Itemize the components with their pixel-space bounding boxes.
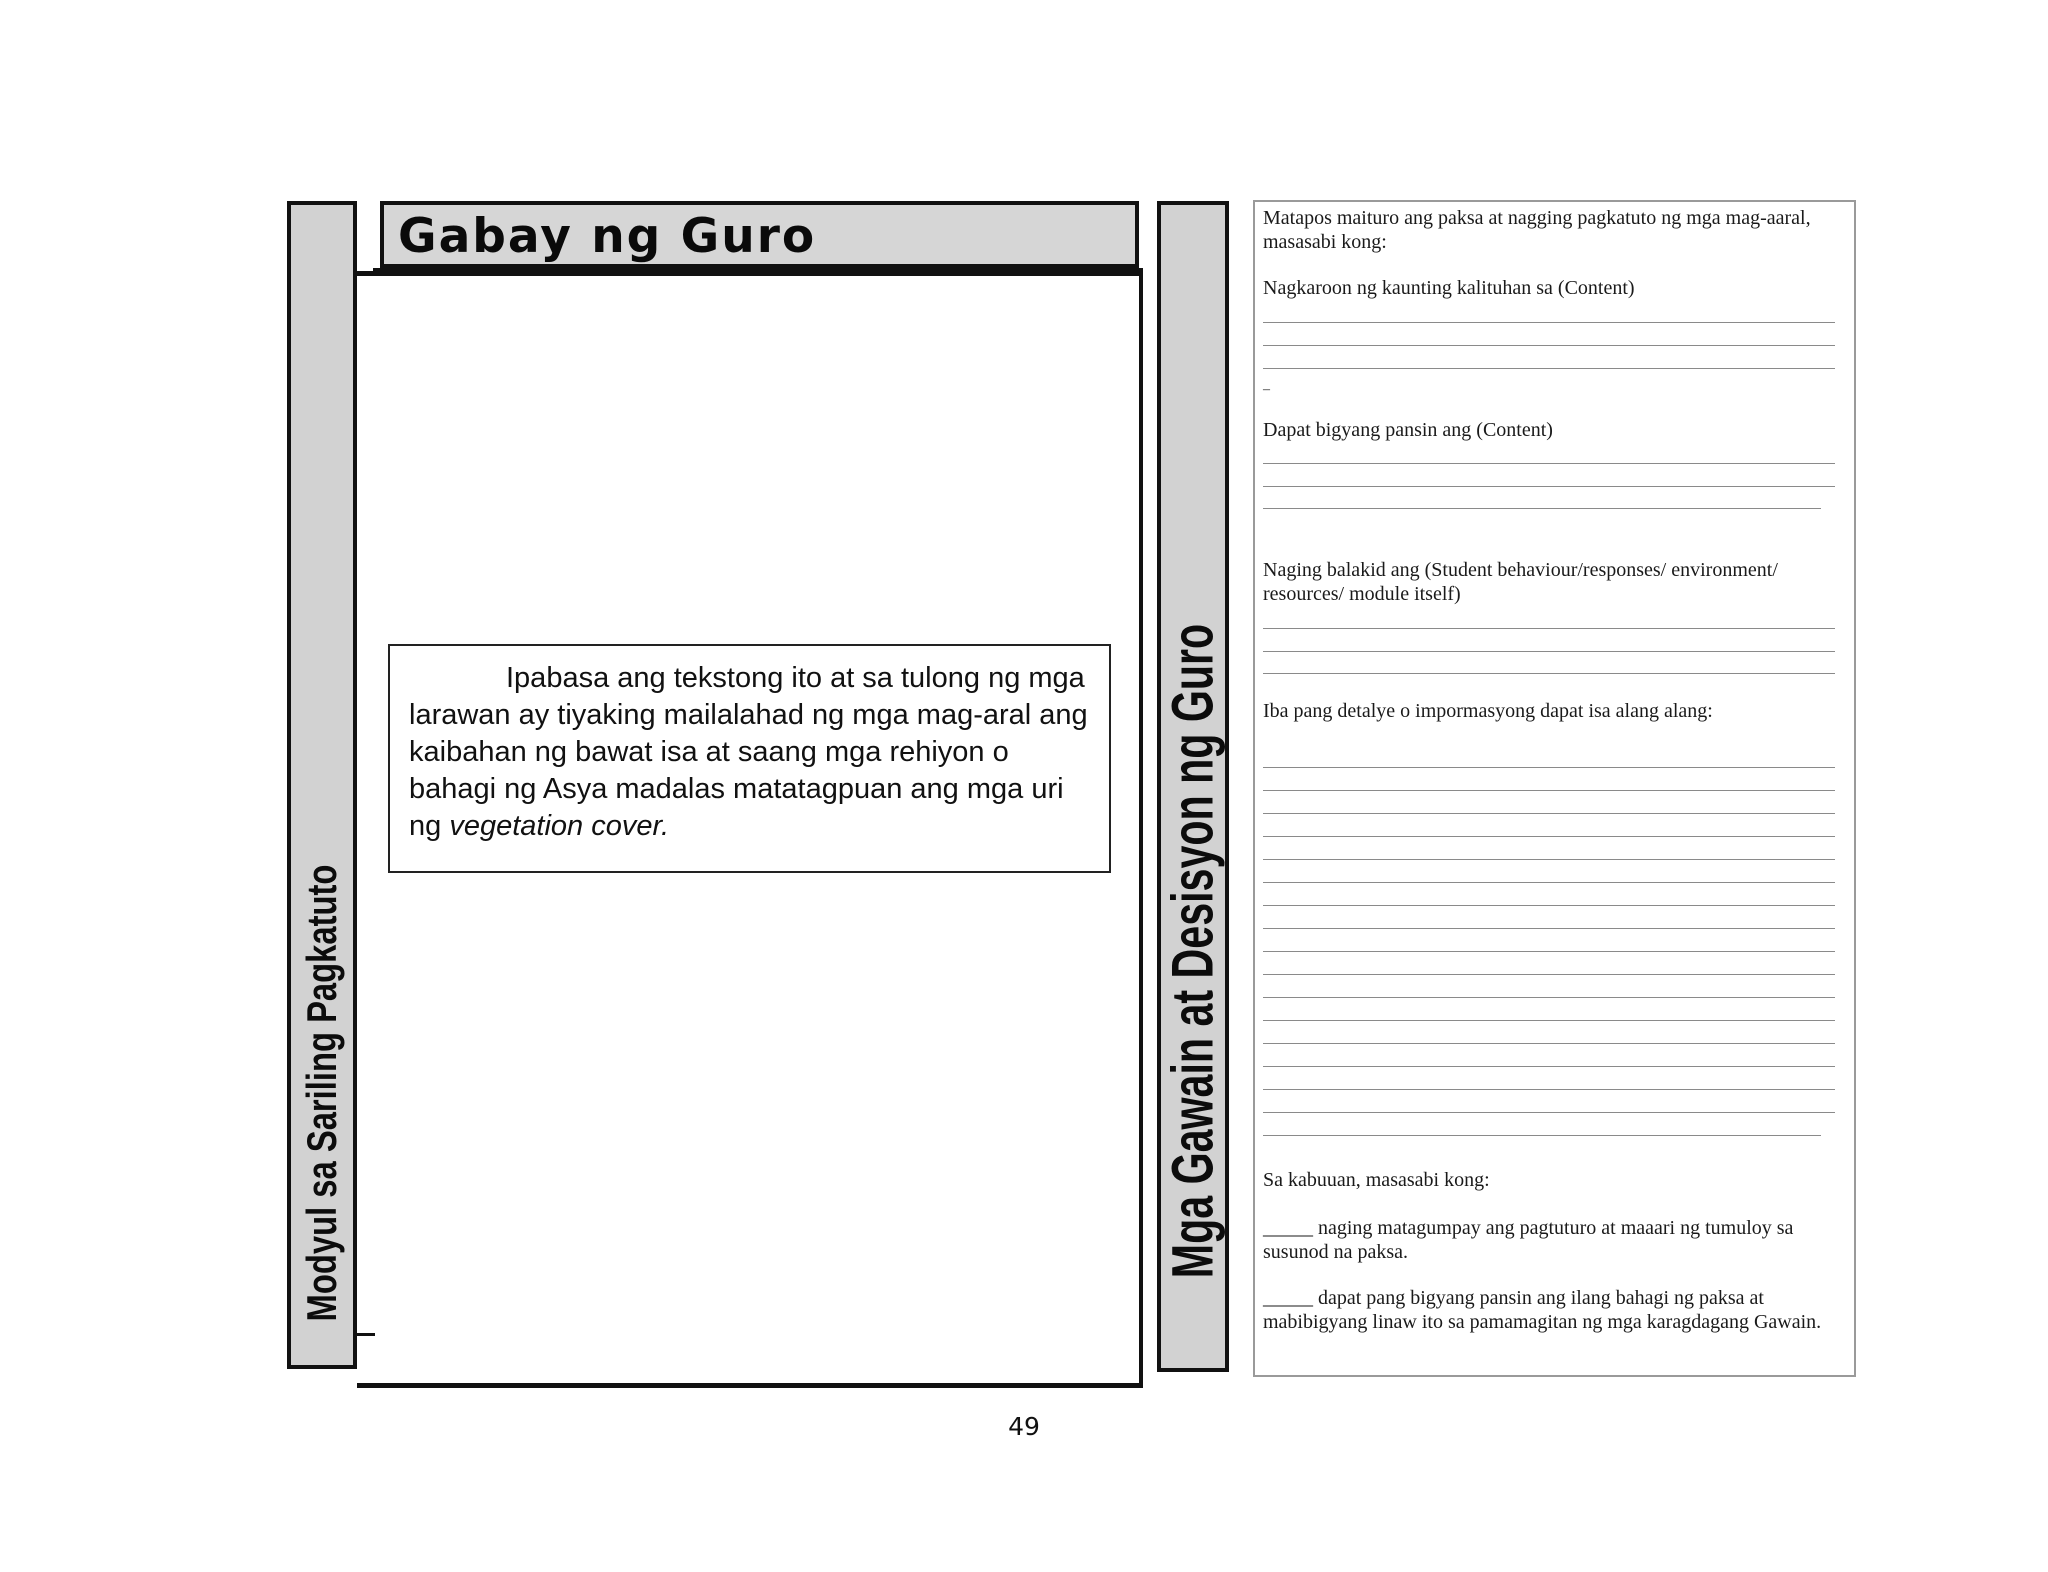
page-number: 49 (1008, 1412, 1040, 1441)
summary-label: Sa kabuuan, masasabi kong: (1263, 1169, 1490, 1191)
instruction-box (388, 644, 1111, 873)
prompt-other-details: Iba pang detalye o impormasyong dapat isa alang alang: (1263, 700, 1713, 722)
prompt-focus-content: Dapat bigyang pansin ang (Content) (1263, 419, 1553, 441)
prompt-obstacle: Naging balakid ang (Student behaviour/responses/ environment/ resources/ module itself) (1263, 559, 1778, 605)
writing-line (1263, 859, 1835, 860)
option-successful: _____ naging matagumpay ang pagtuturo at maaari ng tumuloy sa susunod na paksa. (1263, 1217, 1794, 1263)
writing-line (1263, 1089, 1835, 1090)
module-title-vertical: Modyul sa Sariling Pagkatuto (298, 864, 345, 1322)
writing-line (1263, 486, 1835, 487)
writing-line (1263, 951, 1835, 952)
instruction-text (409, 660, 1091, 845)
writing-line (1263, 1066, 1835, 1067)
writing-line (1263, 1020, 1835, 1021)
reflection-box (1253, 200, 1856, 1377)
middle-vertical-band (1157, 201, 1229, 1372)
writing-line (1263, 508, 1821, 509)
writing-line (1263, 1135, 1821, 1136)
writing-line (1263, 322, 1835, 323)
prompt-content-confusion: Nagkaroon ng kaunting kalituhan sa (Content) (1263, 277, 1635, 299)
writing-line (1263, 974, 1835, 975)
writing-line (1263, 882, 1835, 883)
writing-line (1263, 345, 1835, 346)
writing-line (1263, 1112, 1835, 1113)
writing-line (1263, 997, 1835, 998)
instruction-text-main: Ipabasa ang tekstong ito at sa tulong ng mga larawan ay tiyaking mailalahad ng mga mag-aral ang kaibahan ng bawat isa at saang mga rehiyon o bahagi ng Asya madalas matatagpuan ang mga uri ng (409, 662, 1088, 842)
instruction-text-italic: vegetation cover. (449, 810, 670, 842)
writing-line (1263, 790, 1835, 791)
writing-line (1263, 813, 1835, 814)
dash-mark: – (1263, 382, 1270, 397)
teacher-guide-header (380, 201, 1139, 268)
writing-line (1263, 836, 1835, 837)
writing-line (1263, 905, 1835, 906)
writing-line (1263, 1043, 1835, 1044)
writing-line (1263, 673, 1835, 674)
writing-line (1263, 928, 1835, 929)
reflection-intro: Matapos maituro ang paksa at nagging pagkatuto ng mga mag-aaral, masasabi kong: (1263, 207, 1811, 253)
left-vertical-band (287, 201, 357, 1369)
decisions-title-vertical: Mga Gawain at Desisyon ng Guro (1160, 623, 1226, 1278)
writing-line (1263, 651, 1835, 652)
writing-line (1263, 368, 1835, 369)
writing-line (1263, 767, 1835, 768)
writing-line (1263, 463, 1835, 464)
header-title: Gabay ng Guro (398, 209, 817, 264)
option-needs-review: _____ dapat pang bigyang pansin ang ilang bahagi ng paksa at mabibigyang linaw ito sa pamamagitan ng mga karagdagang Gawain. (1263, 1287, 1822, 1333)
writing-line (1263, 628, 1835, 629)
